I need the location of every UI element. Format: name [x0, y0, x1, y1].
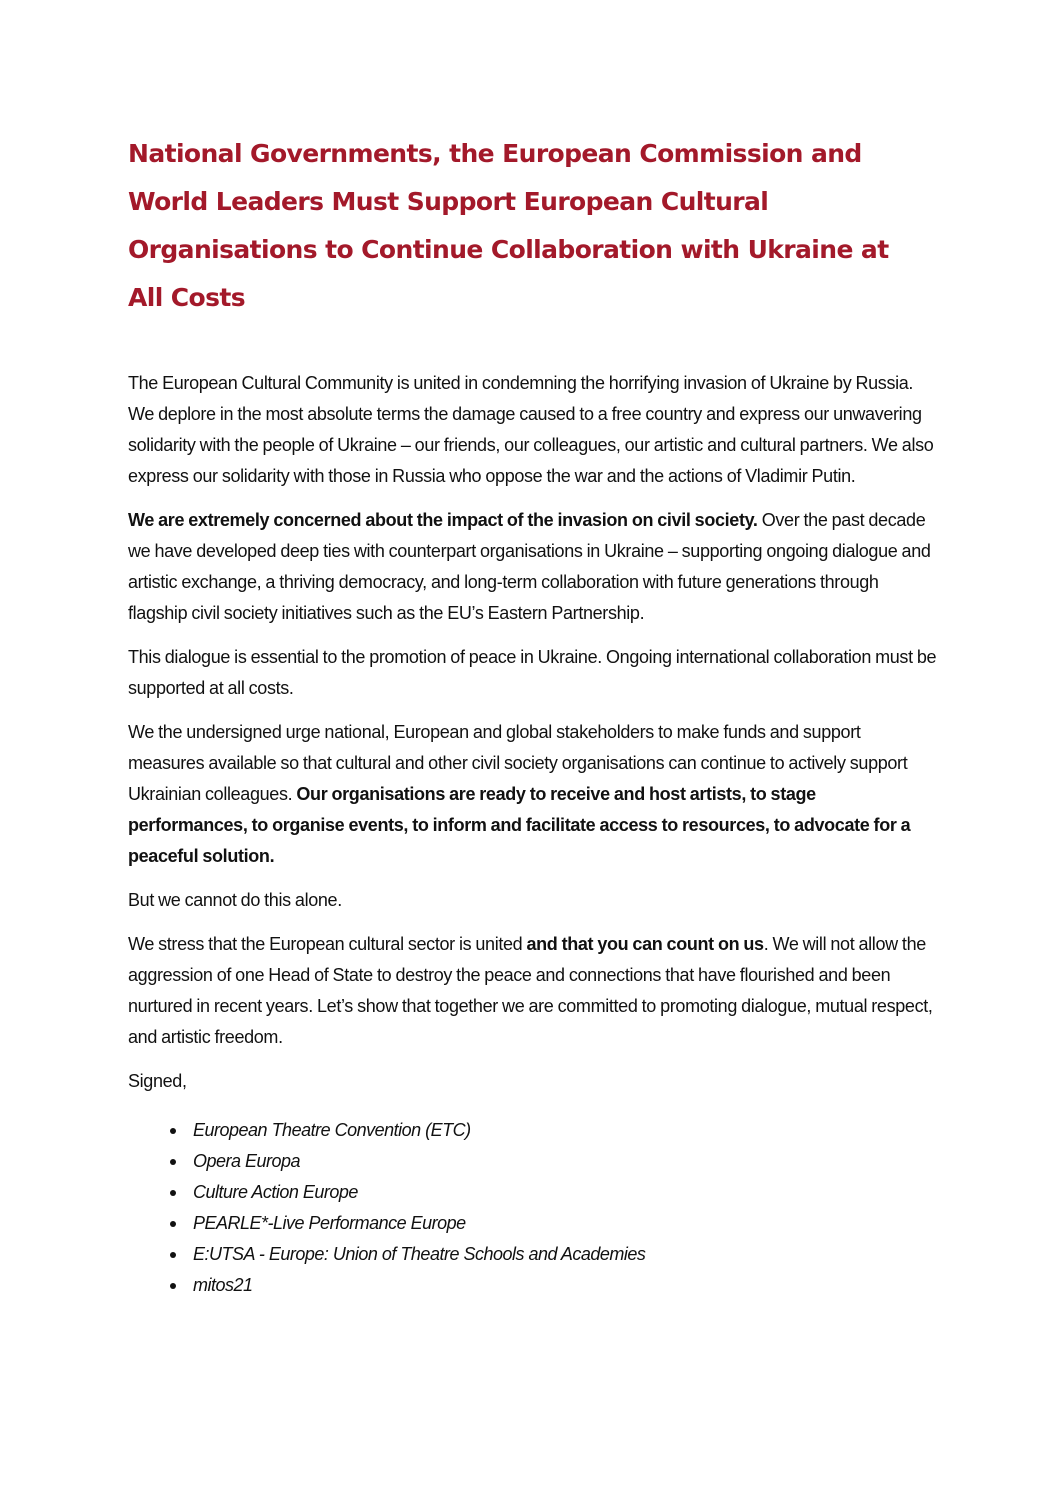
paragraph-text: This dialogue is essential to the promotion of peace in Ukraine. Ongoing international collaboration must be supported at all costs.	[128, 647, 937, 698]
bullet-icon	[170, 1252, 176, 1258]
signatory-item	[128, 1115, 938, 1146]
paragraph-urge	[128, 717, 938, 872]
paragraph-emphasis: We are extremely concerned about the impact of the invasion on civil society.	[128, 510, 758, 530]
signatory-name: PEARLE*-Live Performance Europe	[193, 1213, 466, 1233]
bullet-icon	[170, 1283, 176, 1289]
signatory-name: European Theatre Convention (ETC)	[193, 1120, 471, 1140]
document-page	[128, 130, 938, 1301]
document-title	[128, 130, 938, 322]
title-line: National Governments, the European Commission and	[128, 139, 862, 168]
signatories-list	[128, 1115, 938, 1301]
document-body	[128, 368, 938, 1301]
signatory-item	[128, 1208, 938, 1239]
bullet-icon	[170, 1221, 176, 1227]
bullet-icon	[170, 1159, 176, 1165]
paragraph-text: The European Cultural Community is united in condemning the horrifying invasion of Ukraine by Russia. We deplore in the most absolute terms the damage caused to a free country and express our unwavering solidarity with the people of Ukraine – our friends, our colleagues, our artistic and cultural partners. We also express our solidarity with those in Russia who oppose the war and the actions of Vladimir Putin.	[128, 373, 934, 486]
signatory-item	[128, 1177, 938, 1208]
title-line: All Costs	[128, 283, 246, 312]
paragraph-united	[128, 929, 938, 1053]
paragraph-text: Over the past decade we have developed deep ties with counterpart organisations in Ukraine – supporting ongoing dialogue and artistic exchange, a thriving democracy, and long-term collaboration with future generations through flagship civil society initiatives such as the EU’s Eastern Partnership.	[128, 510, 931, 623]
bullet-icon	[170, 1128, 176, 1134]
paragraph-civil-society	[128, 505, 938, 629]
signatory-item	[128, 1270, 938, 1301]
title-line: World Leaders Must Support European Cultural	[128, 187, 769, 216]
paragraph-emphasis: and that you can count on us	[526, 934, 764, 954]
paragraph-text: But we cannot do this alone.	[128, 890, 342, 910]
paragraph-text: We stress that the European cultural sector is united	[128, 934, 527, 954]
paragraph-text: We the undersigned urge national, European and global stakeholders to make funds and support measures available so that cultural and other civil society organisations can continue to actively support Ukrainian colleagues.	[128, 722, 908, 804]
signatory-name: Culture Action Europe	[193, 1182, 358, 1202]
paragraph-dialogue	[128, 642, 938, 704]
paragraph-condemnation	[128, 368, 938, 492]
title-line: Organisations to Continue Collaboration with Ukraine at	[128, 235, 889, 264]
signatory-item	[128, 1239, 938, 1270]
signed-label: Signed,	[128, 1071, 187, 1091]
bullet-icon	[170, 1190, 176, 1196]
paragraph-text: . We will not allow the aggression of one Head of State to destroy the peace and connections that have flourished and been nurtured in recent years. Let’s show that together we are committed to promoting dialogue, mutual respect, and artistic freedom.	[128, 934, 933, 1047]
signatory-name: E:UTSA - Europe: Union of Theatre Schools and Academies	[193, 1244, 646, 1264]
signatory-item	[128, 1146, 938, 1177]
signatory-name: mitos21	[193, 1275, 253, 1295]
paragraph-cannot-alone	[128, 885, 938, 916]
paragraph-emphasis: Our organisations are ready to receive and host artists, to stage performances, to organise events, to inform and facilitate access to resources, to advocate for a peaceful solution.	[128, 784, 911, 866]
signatory-name: Opera Europa	[193, 1151, 301, 1171]
